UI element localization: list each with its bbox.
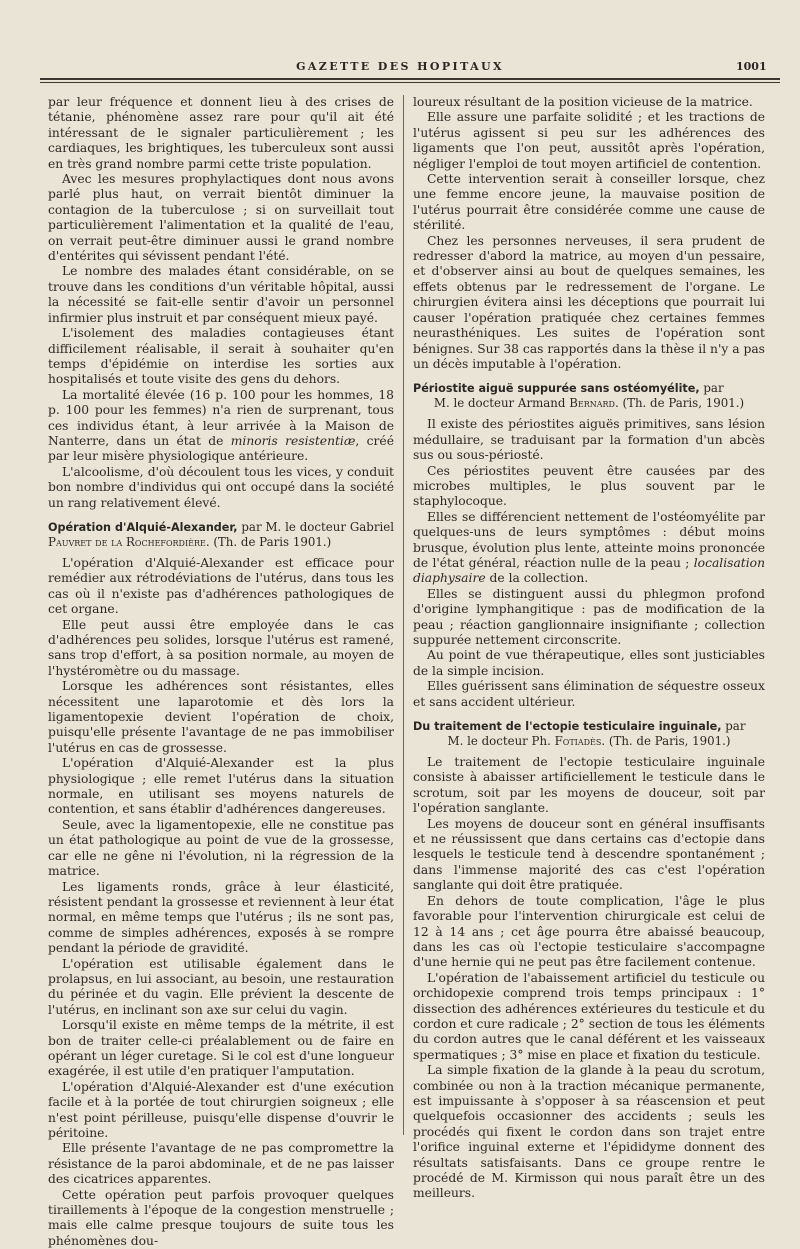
paragraph: Il existe des périostites aiguës primitives, sans lésion médullaire, se traduisant par la formation d'un abcès sus ou sous-périosté. xyxy=(413,417,765,463)
paragraph: Seule, avec la ligamentopexie, elle ne constitue pas un état pathologique au point de vue de la grossesse, car elle ne gêne ni l'évolution, ni la régression de la matrice. xyxy=(48,817,394,879)
article-heading-ectopie: Du traitement de l'ectopie testiculaire inguinale, par M. le docteur Ph. Fotiadès. (Th. de Paris, 1901.) xyxy=(413,719,746,749)
paragraph: L'isolement des maladies contagieuses étant difficilement réalisable, il serait à souhaiter qu'en temps d'épidémie on interdise les sorties aux hospitalisés et toute visite des gens du dehors. xyxy=(48,326,394,387)
paragraph: Chez les personnes nerveuses, il sera prudent de redresser d'abord la matrice, au moyen d'un pessaire, et d'observer ainsi au bout de quelques semaines, les effets obtenus par le redressement de l'organe. Le chirurgien évitera ainsi les déceptions que pourrait lui causer l'opération pratiquée chez certaines femmes neurasthéniques. Les suites de l'opération sont bénignes. Sur 38 cas rapportés dans la thèse il n'y a pas un décès imputable à l'opération. xyxy=(413,233,765,371)
paragraph: Lorsque les adhérences sont résistantes, elles nécessitent une laparotomie et dès lors la ligamentopexie devient l'opération de choix, puisqu'elle présente l'avantage de ne pas immobiliser l'utérus en cas de grossesse. xyxy=(48,679,394,755)
page-header xyxy=(0,0,800,95)
paragraph: L'opération d'Alquié-Alexander est la plus physiologique ; elle remet l'utérus dans la situation normale, en utilisant ses moyens naturels de contention, et sans établir d'adhérences dangereuses. xyxy=(48,756,394,817)
journal-title: GAZETTE DES HOPITAUX xyxy=(296,60,504,73)
paragraph: Avec les mesures prophylactiques dont nous avons parlé plus haut, on verrait bientôt diminuer la contagion de la tuberculose ; si on surveillait tout particulièrement l'alimentation et la qualité de l'eau, on verrait peut-être diminuer aussi le grand nombre d'entérites qui sévissent pendant l'été. xyxy=(48,172,394,264)
paragraph: Ces périostites peuvent être causées par des microbes multiples, le plus souvent par le staphylocoque. xyxy=(413,463,765,509)
paragraph: Elle peut aussi être employée dans le cas d'adhérences peu solides, lorsque l'utérus est ramené, sans trop d'effort, à sa position normale, au moyen de l'hystéromètre ou du massage. xyxy=(48,617,394,678)
article-heading-alquie: Opération d'Alquié-Alexander, par M. le docteur Gabriel Pauvret de la Rochefordière. (Th. de Paris 1901.) xyxy=(48,519,395,549)
paragraph: En dehors de toute complication, l'âge le plus favorable pour l'intervention chirurgicale est celui de 12 à 14 ans ; cet âge pourra être abaissé beaucoup, dans les cas où l'ectopie testiculaire s'accompagne d'une hernie qui ne peut pas être facilement contenue. xyxy=(413,893,765,970)
header-rule-thin xyxy=(40,82,780,83)
paragraph: L'alcoolisme, d'où découlent tous les vices, y conduit bon nombre d'individus qui ont occupé dans la société un rang relativement élevé. xyxy=(48,464,394,510)
paragraph: Elles guérissent sans élimination de séquestre osseux et sans accident ultérieur. xyxy=(413,679,765,709)
header-rule xyxy=(40,78,780,80)
paragraph: L'opération d'Alquié-Alexander est d'une exécution facile et à la portée de tout chirurgien soigneux ; elle n'est point périlleuse, puisqu'elle dispense d'ouvrir le péritoine. xyxy=(48,1079,394,1140)
right-column xyxy=(413,95,765,1201)
paragraph: Le nombre des malades étant considérable, on se trouve dans les conditions d'un véritable hôpital, aussi la nécessité se fait-elle sentir d'avoir un personnel infirmier plus instruit et par conséquent mieux payé. xyxy=(48,264,394,325)
paragraph: Elle présente l'avantage de ne pas compromettre la résistance de la paroi abdominale, et de ne pas laisser des cicatrices apparentes. xyxy=(48,1141,394,1187)
paragraph: L'opération d'Alquié-Alexander est efficace pour remédier aux rétrodéviations de l'utérus, dans tous les cas où il n'existe pas d'adhérences pathologiques de cet organe. xyxy=(48,555,394,617)
paragraph: Cette opération peut parfois provoquer quelques tiraillements à l'époque de la congestion menstruelle ; mais elle calme presque toujours de suite tous les phénomènes dou- xyxy=(48,1187,394,1248)
paragraph: L'opération de l'abaissement artificiel du testicule ou orchidopexie comprend trois temps principaux : 1° dissection des adhérences extérieures du testicule et du cordon et cure radicale ; 2° section de tous les éléments du cordon autres que le canal déférent et les vaisseaux spermatiques ; 3° mise en place et fixation du testicule. xyxy=(413,970,765,1062)
paragraph: par leur fréquence et donnent lieu à des crises de tétanie, phénomène assez rare pour qu'il ait été intéressant de le signaler particulièrement ; les cardiaques, les brightiques, les tuberculeux sont aussi en très grand nombre parmi cette triste population. xyxy=(48,95,394,171)
paragraph: Le traitement de l'ectopie testiculaire inguinale consiste à abaisser artificiellement le testicule dans le scrotum, soit par les moyens de douceur, soit par l'opération sanglante. xyxy=(413,755,765,816)
paragraph: Elles se distinguent aussi du phlegmon profond d'origine lymphangitique : pas de modification de la peau ; réaction ganglionnaire insignifiante ; collection suppurée nettement circonscrite. xyxy=(413,586,765,647)
paragraph: Les moyens de douceur sont en général insuffisants et ne réussissent que dans certains cas d'ectopie dans lesquels le testicule tend à descendre spontanément ; dans l'immense majorité des cas c'est l'opération sanglante qui doit être pratiquée. xyxy=(413,816,765,893)
column-divider xyxy=(403,95,404,1135)
paragraph: La simple fixation de la glande à la peau du scrotum, combinée ou non à la traction mécanique permanente, est impuissante à s'opposer à sa réascension et peut quelquefois occasionner des accidents ; seuls les procédés qui fixent le cordon dans son trajet entre l'orifice inguinal externe et l'épididyme donnent des résultats satisfaisants. Dans ce groupe rentre le procédé de M. Kirmisson qui nous paraît être un des meilleurs. xyxy=(413,1063,765,1201)
paragraph: Cette intervention serait à conseiller lorsque, chez une femme encore jeune, la mauvaise position de l'utérus pourrait être considérée comme une cause de stérilité. xyxy=(413,172,765,233)
paragraph: La mortalité élevée (16 p. 100 pour les hommes, 18 p. 100 pour les femmes) n'a rien de surprenant, tous ces individus étant, à leur arrivée à la Maison de Nanterre, dans un état de minoris resistentiæ, créé par leur misère physiologique antérieure. xyxy=(48,387,394,464)
paragraph: Au point de vue thérapeutique, elles sont justiciables de la simple incision. xyxy=(413,648,765,678)
paragraph: Lorsqu'il existe en même temps de la métrite, il est bon de traiter celle-ci préalablement ou de faire en opérant un léger curetage. Si le col est d'une longueur exagérée, il est utile d'en pratiquer l'amputation. xyxy=(48,1018,394,1079)
paragraph: loureux résultant de la position vicieuse de la matrice. xyxy=(413,95,753,109)
paragraph: Elle assure une parfaite solidité ; et les tractions de l'utérus agissent si peu sur les adhérences des ligaments que l'on peut, aussitôt après l'opération, négliger l'emploi de tout moyen artificiel de contention. xyxy=(413,110,765,171)
paragraph: Les ligaments ronds, grâce à leur élasticité, résistent pendant la grossesse et reviennent à leur état normal, en même temps que l'utérus ; ils ne sont pas, comme de simples adhérences, exposés à se rompre pendant la période de gravidité. xyxy=(48,879,394,956)
left-column xyxy=(48,95,395,1248)
page-number: 1001 xyxy=(736,60,767,73)
paragraph: Elles se différencient nettement de l'ostéomyélite par quelques-uns de leurs symptômes : début moins brusque, évolution plus lente, atteinte moins prononcée de l'état général, réaction nulle de la peau ; localisation diaphysaire de la collection. xyxy=(413,509,765,586)
article-heading-periostite: Périostite aiguë suppurée sans ostéomyélite, par M. le docteur Armand Bernard. (Th. de Paris, 1901.) xyxy=(413,381,745,411)
paragraph: L'opération est utilisable également dans le prolapsus, en lui associant, au besoin, une restauration du périnée et du vagin. Elle prévient la descente de l'utérus, en inclinant son axe sur celui du vagin. xyxy=(48,956,394,1017)
